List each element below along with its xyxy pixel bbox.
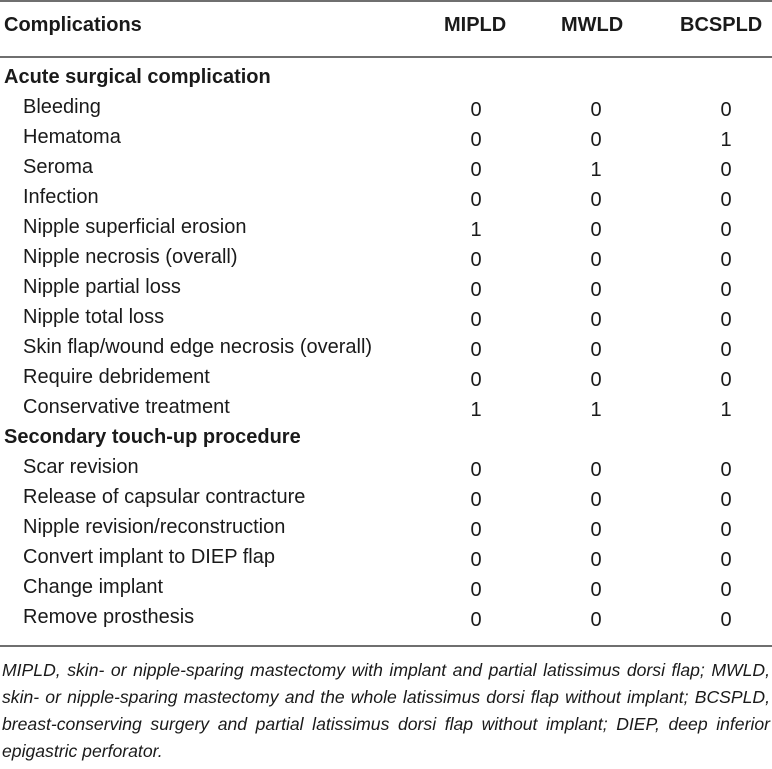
cell-value: 0: [470, 99, 482, 121]
cell-value: 0: [590, 99, 602, 121]
row-label: Scar revision: [23, 456, 139, 478]
cell-value: 0: [590, 219, 602, 241]
cell-value: 0: [470, 189, 482, 211]
cell-value: 0: [590, 129, 602, 151]
table-row: [0, 396, 772, 426]
table-row: [0, 456, 772, 486]
row-label: Skin flap/wound edge necrosis (overall): [23, 336, 373, 358]
row-label: Change implant: [23, 576, 164, 598]
cell-value: 0: [720, 159, 732, 181]
table-row: [0, 486, 772, 516]
cell-value: 0: [590, 549, 602, 571]
table-row: [0, 546, 772, 576]
cell-value: 0: [470, 279, 482, 301]
header-mwld: MWLD: [561, 14, 624, 36]
cell-value: 0: [720, 189, 732, 211]
cell-value: 0: [590, 279, 602, 301]
cell-value: 0: [590, 609, 602, 631]
table-row: [0, 516, 772, 546]
table-row: [0, 336, 772, 366]
cell-value: 0: [470, 129, 482, 151]
cell-value: 1: [720, 399, 732, 421]
row-label: Conservative treatment: [23, 396, 230, 418]
cell-value: 0: [720, 339, 732, 361]
cell-value: 0: [590, 369, 602, 391]
table-row: [0, 276, 772, 306]
row-label: Nipple total loss: [23, 306, 165, 328]
cell-value: 0: [590, 189, 602, 211]
row-label: Remove prosthesis: [23, 606, 195, 628]
cell-value: 0: [590, 339, 602, 361]
cell-value: 0: [720, 459, 732, 481]
cell-value: 0: [720, 99, 732, 121]
cell-value: 0: [470, 519, 482, 541]
cell-value: 0: [470, 369, 482, 391]
cell-value: 1: [590, 159, 602, 181]
table-row: [0, 96, 772, 126]
header-complications: Complications: [4, 14, 142, 36]
bottom-rule: [0, 645, 772, 647]
cell-value: 0: [720, 249, 732, 271]
cell-value: 0: [590, 489, 602, 511]
cell-value: 0: [590, 249, 602, 271]
row-label: Nipple superficial erosion: [23, 216, 247, 238]
row-label: Nipple necrosis (overall): [23, 246, 238, 268]
header-rule: [0, 56, 772, 58]
table-row: [0, 126, 772, 156]
cell-value: 0: [590, 459, 602, 481]
cell-value: 0: [720, 309, 732, 331]
table-row: [0, 366, 772, 396]
row-label: Infection: [23, 186, 99, 208]
cell-value: 0: [720, 549, 732, 571]
cell-value: 0: [470, 309, 482, 331]
cell-value: 1: [470, 399, 482, 421]
cell-value: 0: [470, 159, 482, 181]
table-row: [0, 606, 772, 636]
section-title: Acute surgical complication: [4, 66, 271, 88]
row-label: Nipple partial loss: [23, 276, 181, 298]
row-label: Seroma: [23, 156, 94, 178]
table-row: [0, 306, 772, 336]
cell-value: 0: [470, 249, 482, 271]
cell-value: 0: [720, 579, 732, 601]
table-row: [0, 216, 772, 246]
top-rule: [0, 0, 772, 2]
cell-value: 0: [470, 459, 482, 481]
row-label: Release of capsular contracture: [23, 486, 306, 508]
row-label: Hematoma: [23, 126, 121, 148]
cell-value: 1: [720, 129, 732, 151]
section-header: [0, 66, 772, 96]
table-footnote: MIPLD, skin- or nipple-sparing mastectomy with implant and partial latissimus dorsi flap; MWLD, skin- or nipple-sparing mastectomy and the whole latissimus dorsi flap without implant; BCSPLD, breast-conserving surgery and partial latissimus dorsi flap without implant; DIEP, deep inferior epigastric perforator.: [2, 660, 770, 761]
cell-value: 0: [470, 489, 482, 511]
row-label: Require debridement: [23, 366, 210, 388]
cell-value: 0: [470, 579, 482, 601]
row-label: Bleeding: [23, 96, 101, 118]
row-label: Nipple revision/reconstruction: [23, 516, 286, 538]
section-header: [0, 426, 772, 456]
header-mipld: MIPLD: [444, 14, 507, 36]
cell-value: 0: [720, 279, 732, 301]
cell-value: 0: [590, 579, 602, 601]
table-row: [0, 576, 772, 606]
cell-value: 0: [720, 609, 732, 631]
cell-value: 0: [470, 609, 482, 631]
cell-value: 1: [470, 219, 482, 241]
row-label: Convert implant to DIEP flap: [23, 546, 275, 568]
cell-value: 0: [470, 549, 482, 571]
cell-value: 0: [720, 519, 732, 541]
table-row: [0, 246, 772, 276]
cell-value: 0: [590, 519, 602, 541]
header-bcspld: BCSPLD: [680, 14, 763, 36]
table-row: [0, 186, 772, 216]
cell-value: 0: [720, 219, 732, 241]
cell-value: 0: [720, 489, 732, 511]
cell-value: 1: [590, 399, 602, 421]
cell-value: 0: [470, 339, 482, 361]
cell-value: 0: [590, 309, 602, 331]
section-title: Secondary touch-up procedure: [4, 426, 301, 448]
cell-value: 0: [720, 369, 732, 391]
table-row: [0, 156, 772, 186]
